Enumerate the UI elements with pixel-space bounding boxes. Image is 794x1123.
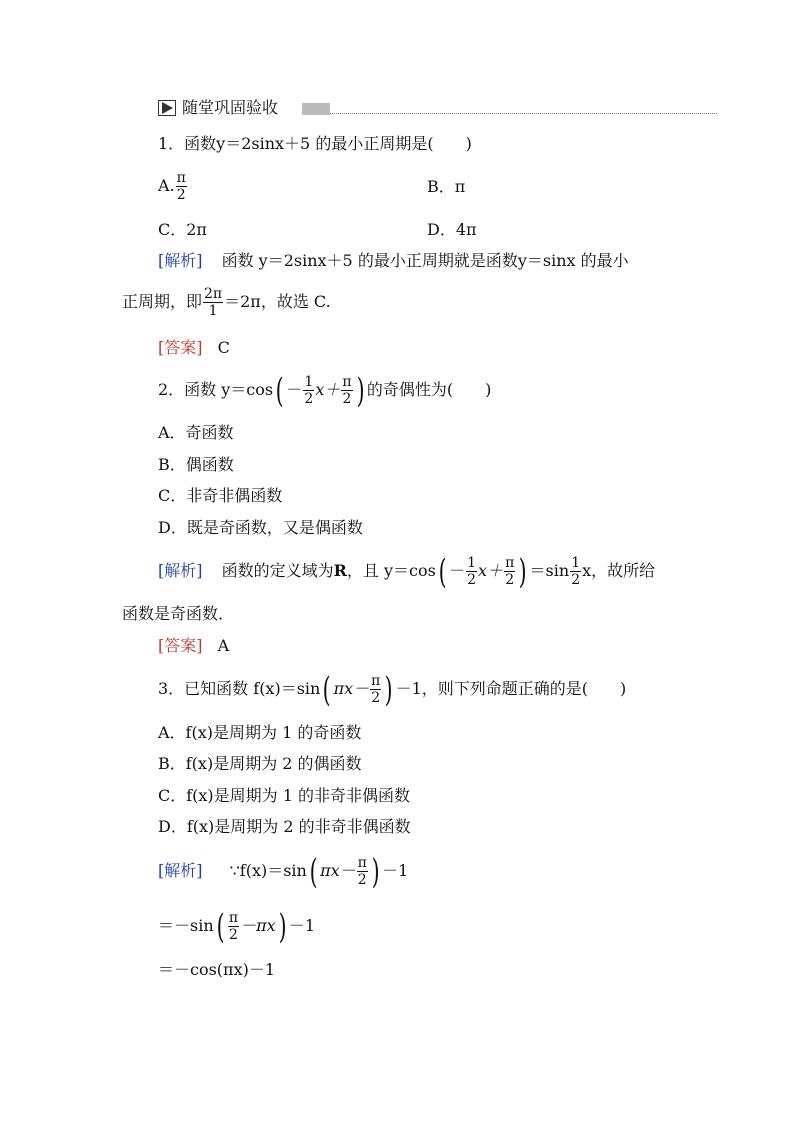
q3-rparen: ) [385, 669, 393, 710]
q1-option-a [158, 170, 188, 203]
q3-l2-num: π [228, 910, 239, 926]
q3-l2-rparen: ) [278, 906, 287, 947]
q3-pix-minus: πx－ [333, 679, 370, 698]
q1-option-c: C．2π [158, 220, 207, 239]
q1-jiexi-tag: [解析] [158, 251, 203, 270]
q3-l2-frac [228, 910, 239, 943]
q1-jiexi-pre: 正周期，即 [122, 292, 203, 311]
q2-f1-num: 1 [304, 374, 314, 390]
q3-l1-num: π [357, 855, 367, 871]
q2-stem-pre: 2．函数 y＝cos [158, 380, 274, 399]
q3-l1-pre: ∵f(x)＝sin [229, 861, 307, 880]
q1-jiexi-text1: 函数 y＝2sinx＋5 的最小正周期就是函数y＝sinx 的最小 [221, 251, 629, 270]
q2-answer [158, 636, 229, 656]
q2-jiexi-tail: x，故所给 [582, 561, 656, 580]
q2-option-d: D．既是奇函数，又是偶函数 [158, 518, 363, 537]
q1-stem: 1．函数y＝2sinx＋5 的最小正周期是( ) [158, 134, 472, 153]
q2-jiexi-xplus: x＋ [478, 561, 504, 580]
q3-l2-post: －1 [288, 916, 316, 935]
header-bar [302, 103, 330, 115]
q2-jiexi-eqsin: ＝sin [529, 561, 570, 580]
q1-answer-tag: [答案] [158, 338, 203, 357]
q3-stem [158, 669, 626, 709]
q2-jiexi-frac2 [504, 555, 515, 588]
q1-jiexi-frac [203, 286, 223, 319]
q2-jiexi-R: R [333, 561, 347, 580]
q2-jiexi-line1: [解析] 函数的定义域为R，且 y＝cos( － $\frac{1}{2}$ x＋ $\frac{\pi}{2}$ ) ＝sin $\frac{1}{2}$ x，故所给 [158, 551, 656, 592]
q2-frac2 [341, 374, 352, 407]
q2-jiexi-f1-den: 2 [467, 572, 477, 588]
q3-option-d: D．f(x)是周期为 2 的非奇非偶函数 [158, 817, 411, 836]
q2-stem [158, 370, 491, 410]
q2-jiexi-line2: 函数是奇函数． [122, 604, 235, 623]
q2-answer-value: A [217, 636, 230, 655]
q2-jiexi-rparen: ) [518, 551, 527, 592]
q2-right-paren: ) [356, 370, 365, 411]
q2-jiexi-f2-num: π [505, 555, 515, 571]
q3-jiexi-line2 [158, 906, 315, 946]
q3-l2-lparen: ( [216, 906, 225, 947]
q1-a-label: A. [158, 176, 175, 195]
q2-jiexi-frac3 [570, 555, 581, 588]
q2-jiexi-lparen: ( [438, 551, 447, 592]
q3-l1-inner: πx－ [320, 861, 356, 880]
q3-l1-frac [357, 855, 368, 888]
section-title: 随堂巩固验收 [182, 98, 279, 117]
q3-jiexi-line1 [158, 851, 408, 891]
q2-jiexi-mid: ，且 y＝cos [346, 561, 436, 580]
q1-jiexi-den: 1 [203, 302, 223, 319]
q3-jiexi-line3: ＝－cos(πx)－1 [158, 960, 276, 979]
q2-jiexi-tag: [解析] [158, 561, 203, 580]
q2-option-a: A．奇函数 [158, 423, 234, 442]
q3-l1-post: －1 [382, 861, 409, 880]
play-triangle-icon [158, 100, 176, 116]
q2-answer-tag: [答案] [158, 636, 203, 655]
q3-stem-post: －1，则下列命题正确的是( ) [395, 679, 627, 698]
q1-jiexi-line1 [158, 251, 629, 271]
q2-option-c: C．非奇非偶函数 [158, 486, 283, 505]
header-rule [330, 113, 717, 114]
q3-f-den: 2 [371, 690, 381, 706]
q1-option-b: B．π [427, 177, 466, 196]
q1-jiexi-line2 [122, 284, 331, 320]
q2-jiexi-f3-num: 1 [571, 555, 581, 571]
q2-f2-num: π [342, 374, 352, 390]
q2-jiexi-frac1 [466, 555, 477, 588]
q2-jiexi-f2-den: 2 [505, 572, 515, 588]
q3-lparen: ( [322, 669, 331, 710]
q3-option-c: C．f(x)是周期为 1 的非奇非偶函数 [158, 786, 411, 805]
q1-answer [158, 338, 230, 358]
q3-stem-pre: 3．已知函数 f(x)＝sin [158, 679, 321, 698]
q3-l2-inner: －πx [240, 916, 276, 935]
q3-l1-den: 2 [357, 872, 367, 888]
q1-a-frac [176, 170, 187, 203]
q2-left-paren: ( [275, 370, 284, 411]
q1-jiexi-num: 2π [204, 286, 223, 302]
q1-option-d: D．4π [427, 220, 477, 239]
q2-stem-post: 的奇偶性为( ) [366, 380, 492, 399]
q2-option-b: B．偶函数 [158, 455, 234, 474]
q3-l1-lparen: ( [309, 851, 318, 892]
q1-jiexi-post: ＝2π，故选 C. [224, 292, 331, 311]
q2-frac1 [303, 374, 314, 407]
q3-frac [370, 673, 381, 706]
q1-a-num: π [176, 170, 186, 186]
q2-xplus: x＋ [315, 380, 341, 399]
q3-l1-rparen: ) [371, 851, 380, 892]
q2-jiexi-pre: 函数的定义域为 [221, 561, 334, 580]
q3-l2-pre: ＝－sin [158, 916, 214, 935]
q2-jiexi-f3-den: 2 [571, 572, 581, 588]
q2-f1-den: 2 [304, 391, 314, 407]
q3-l2-den: 2 [229, 927, 238, 943]
q2-f2-den: 2 [342, 391, 352, 407]
q3-f-num: π [371, 673, 381, 689]
q2-jiexi-f1-num: 1 [467, 555, 477, 571]
q3-option-a: A．f(x)是周期为 1 的奇函数 [158, 723, 362, 742]
q3-jiexi-tag: [解析] [158, 861, 203, 880]
q3-option-b: B．f(x)是周期为 2 的偶函数 [158, 754, 362, 773]
q1-answer-value: C [217, 338, 230, 357]
q2-minus: － [286, 380, 303, 399]
q1-a-den: 2 [176, 187, 186, 203]
